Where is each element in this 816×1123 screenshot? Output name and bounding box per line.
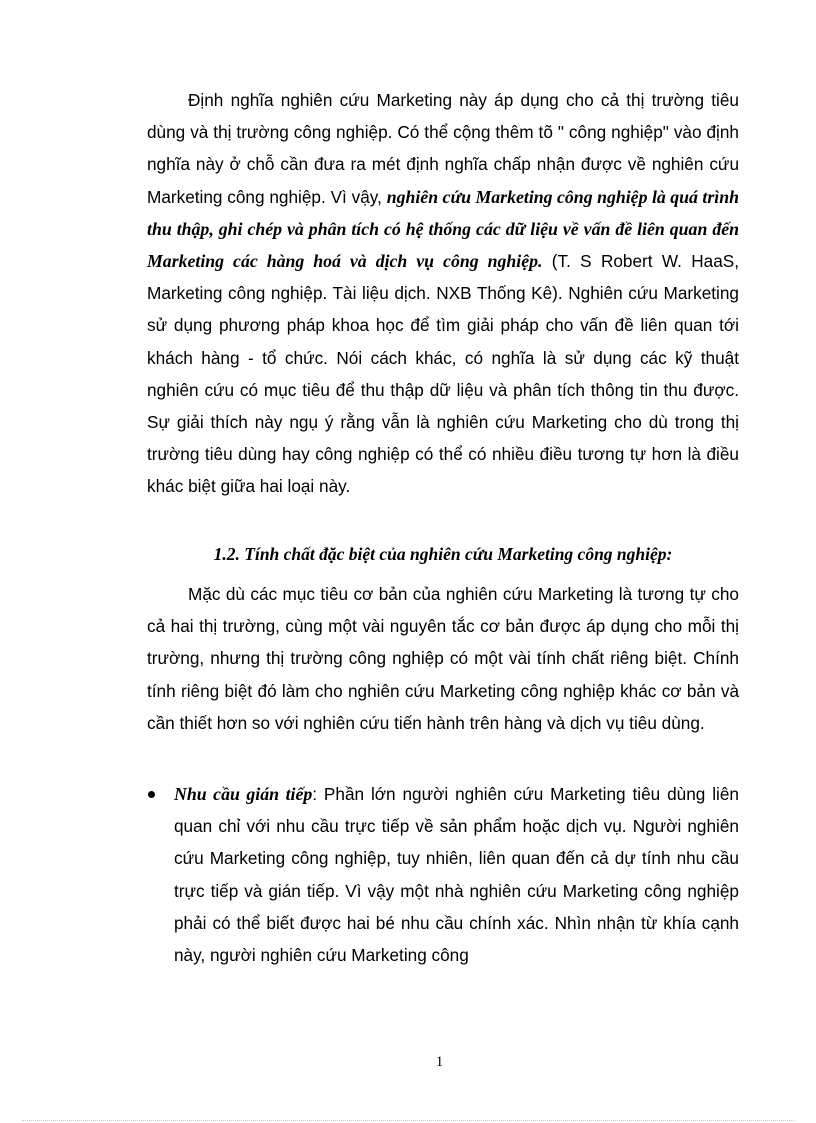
definition-emphasis: nghiên cứu Marketing công nghiệp là quá trình thu thập, ghi chép và phân tích có hệ thống các dữ liệu về vấn đề liên quan đến Marketing các hàng hoá và dịch vụ công nghiệp. [147,186,740,272]
paragraph-definition-text-2: (T. S Robert W. HaaS, Marketing công nghiệp. Tài liệu dịch. NXB Thống Kê). Nghiên cứu Marketing sử dụng phương pháp khoa học để tìm giải pháp cho vấn đề liên quan tới khách hàng - tổ chức. Nói cách khác, có nghĩa là sử dụng các kỹ thuật nghiên cứu có mục tiêu để thu thập dữ liệu và phân tích thông tin thu được. Sự giải thích này ngụ ý rằng vẫn là nghiên cứu Marketing cho dù trong thị trường tiêu dùng hay công nghiệp có thể có nhiều điều tương tự hơn là điều khác biệt giữa hai loại này. [147,251,740,497]
page-number: 1 [435,1054,444,1070]
page-bottom-divider [22,1120,794,1121]
bullet-dot-icon [148,791,155,798]
paragraph-definition [147,84,739,503]
bullet-body: : Phần lớn người nghiên cứu Marketing tiêu dùng liên quan chỉ với nhu cầu trực tiếp về sản phẩm hoặc dịch vụ. Người nghiên cứu Marketing công nghiệp, tuy nhiên, liên quan đến cả dự tính nhu cầu trực tiếp và gián tiếp. Vì vậy một nhà nghiên cứu Marketing công nghiệp phải có thể biết được hai bé nhu cầu chính xác. Nhìn nhận từ khía cạnh này, người nghiên cứu Marketing công [174,784,739,966]
bullet-text [174,778,739,971]
paragraph-definition-text-1: Định nghĩa nghiên cứu Marketing này áp dụng cho cả thị trường tiêu dùng và thị trường công nghiệp. Có thể cộng thêm tõ " công nghiệp" vào định nghĩa này ở chỗ cần đưa ra mét định nghĩa chấp nhận được về nghiên cứu Marketing công nghiệp. Vì vậy, [147,90,739,207]
bullet-term: Nhu cầu gián tiếp [174,784,313,804]
paragraph-characteristics: Mặc dù các mục tiêu cơ bản của nghiên cứu Marketing là tương tự cho cả hai thị trường, cùng một vài nguyên tắc cơ bản được áp dụng cho mỗi thị trường, nhưng thị trường công nghiệp có một vài tính chất riêng biệt. Chính tính riêng biệt đó làm cho nghiên cứu Marketing công nghiệp khác cơ bản và cần thiết hơn so với nghiên cứu tiến hành trên hàng và dịch vụ tiêu dùng. [147,584,739,733]
section-heading: 1.2. Tính chất đặc biệt của nghiên cứu Marketing công nghiệp: [213,544,673,564]
